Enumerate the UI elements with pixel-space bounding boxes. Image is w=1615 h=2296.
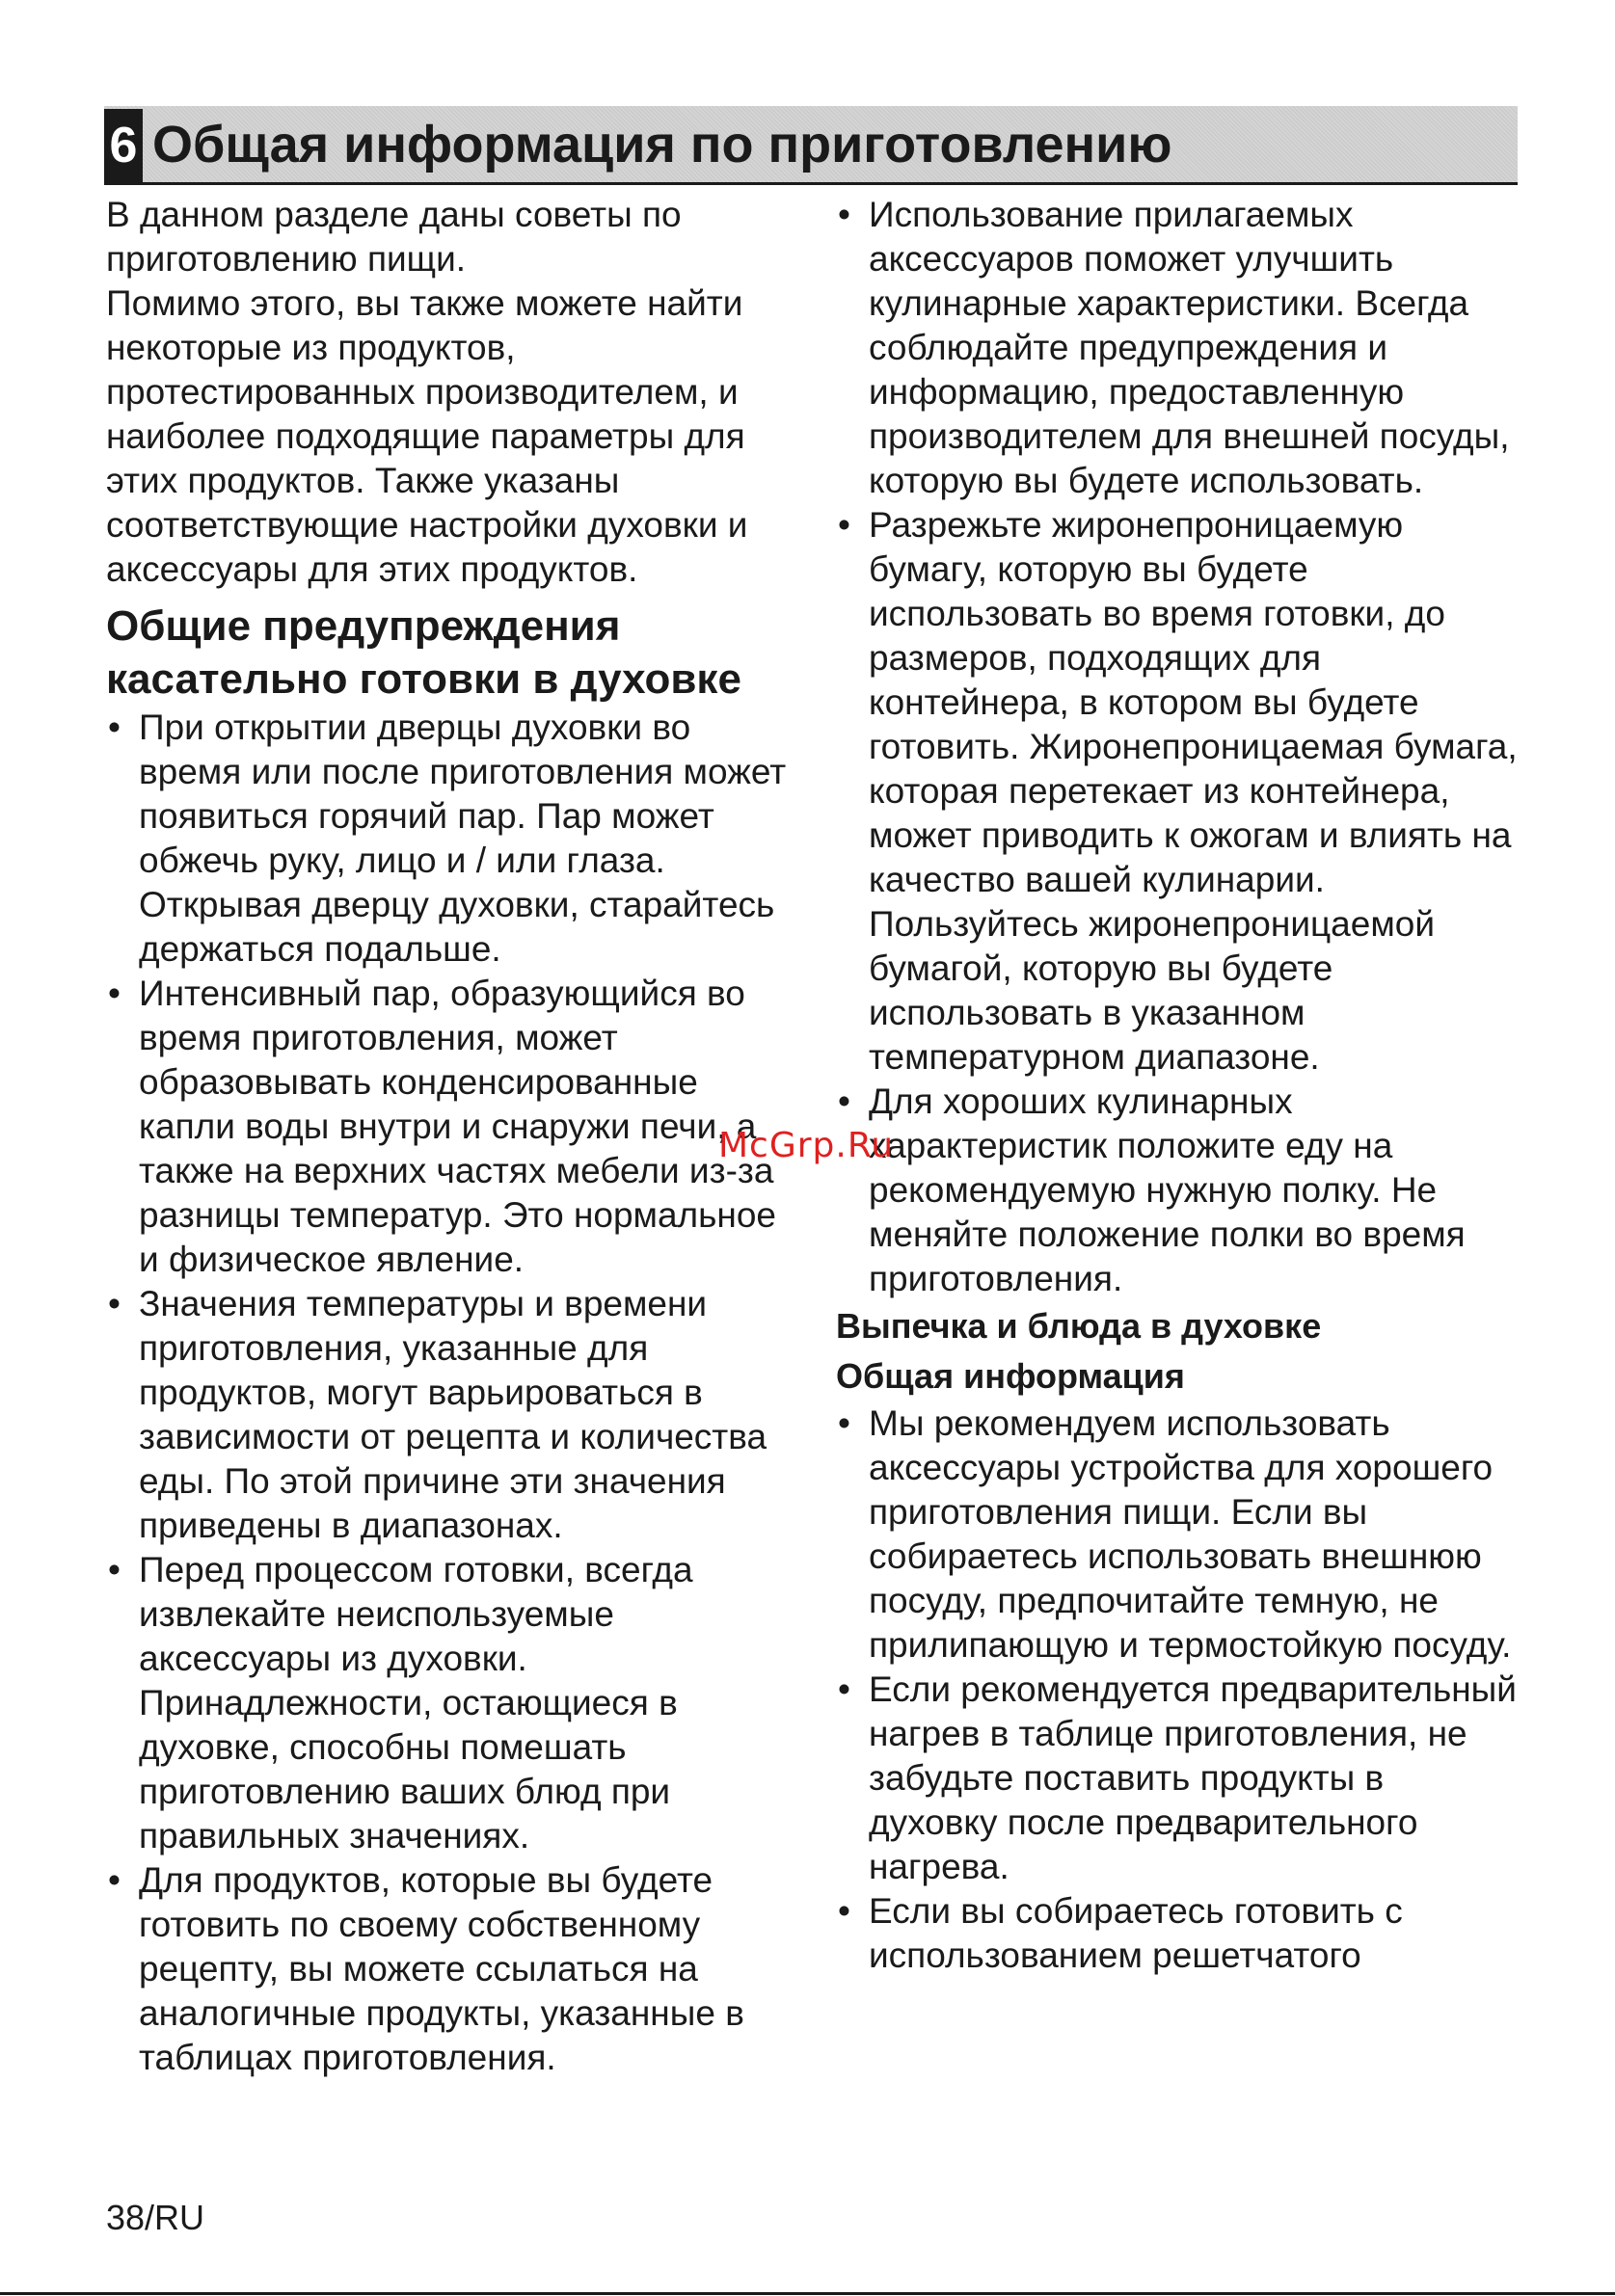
list-item: • Для продуктов, которые вы будете готовить по своему собственному рецепту, вы можете ссылаться на аналогичные продукты, указанные в таблицах приготовления. bbox=[106, 1858, 800, 2080]
list-item: • Перед процессом готовки, всегда извлекайте неиспользуемые аксессуары из духовки. Принадлежности, остающиеся в духовке, способны помешать приготовлению ваших блюд при правильных значениях. bbox=[106, 1548, 800, 1858]
list-item: • Для хороших кулинарных характеристик положите еду на рекомендуемую нужную полку. Не меняйте положение полки во время приготовления. bbox=[836, 1080, 1521, 1301]
intro-paragraph: Помимо этого, вы также можете найти некоторые из продуктов, протестированных производителем, и наиболее подходящие параметры для этих продуктов. Также указаны соответствующие настройки духовки и аксессуары для этих продуктов. bbox=[106, 283, 748, 589]
subsection-heading: Общая информация bbox=[836, 1356, 1185, 1396]
general-info-list bbox=[836, 1402, 1521, 1978]
list-item: • Разрежьте жиронепроницаемую бумагу, которую вы будете использовать во время готовки, до размеров, подходящих для контейнера, в котором вы будете готовить. Жиронепроницаемая бумага, которая перетекает из контейнера, может приводить к ожогам и влиять на качество вашей кулинарии. Пользуйтесь жиронепроницаемой бумагой, которую вы будете использовать в указанном температурном диапазоне. bbox=[836, 503, 1521, 1080]
list-item: • При открытии дверцы духовки во время или после приготовления может появиться горячий пар. Пар может обжечь руку, лицо и / или глаза. Открывая дверцу духовки, старайтесь держаться подальше. bbox=[106, 706, 800, 972]
chapter-header bbox=[104, 106, 1518, 185]
bottom-divider bbox=[0, 2292, 1615, 2295]
chapter-title: Общая информация по приготовлению bbox=[152, 116, 1172, 174]
list-item: • Если вы собираетесь готовить с использованием решетчатого bbox=[836, 1889, 1521, 1978]
subsection-heading: Выпечка и блюда в духовке bbox=[836, 1306, 1322, 1346]
page-number: 38/RU bbox=[106, 2198, 205, 2237]
list-item: • Использование прилагаемых аксессуаров поможет улучшить кулинарные характеристики. Всегда соблюдайте предупреждения и информацию, предоставленную производителем для внешней посуды, которую вы будете использовать. bbox=[836, 193, 1521, 503]
list-item: • Мы рекомендуем использовать аксессуары устройства для хорошего приготовления пищи. Если вы собираетесь использовать внешнюю посуду, предпочитайте темную, не прилипающую и термостойкую посуду. bbox=[836, 1402, 1521, 1668]
list-item: • Интенсивный пар, образующийся во время приготовления, может образовывать конденсированные капли воды внутри и снаружи печи, а также на верхних частях мебели из-за разницы температур. Это нормальное и физическое явление. bbox=[106, 972, 800, 1282]
chapter-number: 6 bbox=[104, 109, 143, 182]
watermark: McGrp.Ru bbox=[718, 1126, 895, 1165]
warnings-list bbox=[106, 706, 800, 2080]
section-heading: Общие предупреждения касательно готовки в духовке bbox=[106, 602, 741, 703]
left-column bbox=[106, 193, 800, 2080]
warnings-list-continued bbox=[836, 193, 1521, 1301]
right-column bbox=[836, 193, 1521, 1978]
list-item: • Если рекомендуется предварительный нагрев в таблице приготовления, не забудьте поставить продукты в духовку после предварительного нагрева. bbox=[836, 1668, 1521, 1889]
intro-paragraph: В данном разделе даны советы по приготовлению пищи. bbox=[106, 195, 682, 279]
list-item: • Значения температуры и времени приготовления, указанные для продуктов, могут варьироваться в зависимости от рецепта и количества еды. По этой причине эти значения приведены в диапазонах. bbox=[106, 1282, 800, 1548]
